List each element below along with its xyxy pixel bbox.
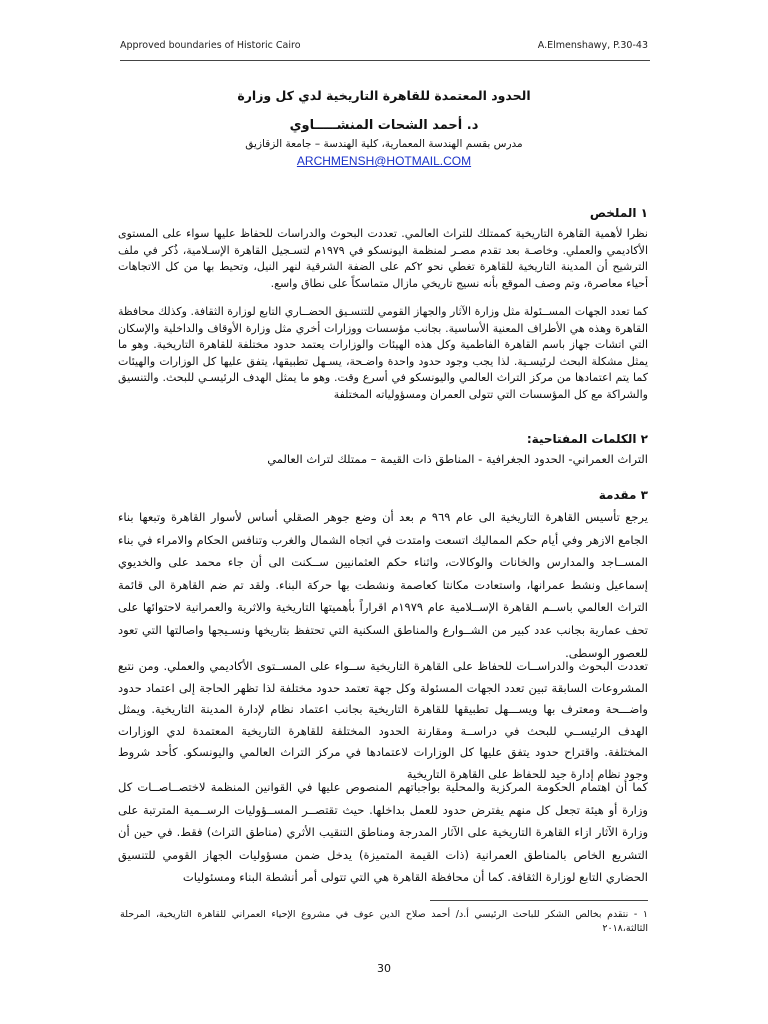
introduction-paragraph-2: تعددت البحوث والدراســات للحفاظ على القاهرة التاريخية ســواء على المســتوى الأكاديمي والعملي. ومن نتبع المشروعات السابقة تبين تعدد الجهات المسئولة وكل جهة تعتمد حدود مختلفة لذا تظهر الحاجة إلى اعتماد حدود واضـــحة ومعترف بها ويســـهل تطبيقها للقاهرة التاريخية بجانب اعتماد نظام لإدارة المدينة التاريخية. ويمثل الهدف الرئيســي للبحث في دراســة ومقارنة الحدود المختلفة للقاهرة التاريخية المعتمدة لدي الوزارات المختلفة. واقتراح حدود يتفق عليها كل الوزارات لاعتمادها في مركز التراث العالمي واليونسكو. كأحد شروط وجود نظام إدارة جيد للحفاظ على القاهرة التاريخية xyxy=(118,659,648,781)
footnote-divider xyxy=(430,900,648,901)
paper-title: الحدود المعتمدة للقاهرة التاريخية لدي كل وزارة xyxy=(237,88,531,103)
author-email-link[interactable]: ARCHMENSH@HOTMAIL.COM xyxy=(296,154,472,168)
running-header xyxy=(120,40,648,58)
abstract-paragraph-2: كما تعدد الجهات المســئولة مثل وزارة الآثار والجهاز القومي للتنسـيق الحضــاري التابع لوزارة الثقافة. وكذلك محافظة القاهرة وهذه هي الأطراف المعنية الأساسية. بجانب مؤسسات ووزارات أخري مثل وزارة الأوقاف والداخلية والإسكان التي اتشات جهاز باسم القاهرة الفاطمية وكل هذه الهيئات والوزارات يعتمد حدود مختلفة للقاهرة التاريخية. وهو ما يمثل مشكلة البحث لرئيسـية. لذا يجب وجود حدود واحدة واضـحة، يسـهل تطبيقها، يتفق عليها كل الوزارات والهيئات كما يتم اعتمادها من مركز التراث العالمي واليونسكو في أسرع وقت. وهو ما يمثل الهدف الرئيسـي للبحث. والتنسيق والشراكة مع كل المؤسسات التي تتولى العمران ومسؤولياته المختلفة xyxy=(118,305,648,401)
keywords-heading: ٢ الكلمات المفتاحية: xyxy=(526,432,648,446)
introduction-paragraph-3: كما أن اهتمام الحكومة المركزية والمحلية بواجباتهم المنصوص عليها في القوانين المنظمة لاختصــاصــات كل وزارة أو هيئة تجعل كل منهم يفترض حدود للعمل بداخلها. حيث تقتصــر المســؤوليات الرســمية المترتبة على وزارة الآثار ازاء القاهرة التاريخية على الآثار المدرجة ومناطق التنقيب الأثري (مناطق التراث) فقط. في حين أن التشريع الخاص بالمناطق العمرانية (ذات القيمة المتميزة) يدخل ضمن مسؤوليات الجهاز القومي للتنسيق الحضاري التابع لوزارة الثقافة. كما أن محافظة القاهرة هي التي تتولى أمر أنشطة البناء ومسئوليات xyxy=(118,780,648,885)
abstract-heading: ١ الملخص xyxy=(589,206,648,220)
header-right: A.Elmenshawy, P.30-43 xyxy=(537,40,648,51)
header-divider xyxy=(120,60,650,61)
header-left: Approved boundaries of Historic Cairo xyxy=(120,40,301,51)
footnote: ١ - نتقدم بخالص الشكر للباحث الرئيسي أ.د/ أحمد صلاح الدين عوف في مشروع الإحياء العمراني للقاهرة التاريخية، المرحلة الثالثة،٢٠١٨ xyxy=(120,909,648,934)
author-affiliation: مدرس بقسم الهندسة المعمارية، كلية الهندسة – جامعة الزقازيق xyxy=(245,138,523,150)
introduction-paragraph-1: يرجع تأسيس القاهرة التاريخية الى عام ٩٦٩ م بعد أن وضع جوهر الصقلي أساس لأسوار القاهرة وتبعها بناء الجامع الازهر وفي أيام حكم المماليك اتسعت وامتدت في اتجاه الشمال والغرب وتنافس الحكام والامراء في بناء المســاجد والمدارس والخانات والوكالات، واثناء حكم العثمانيين ســكنت الى أن جاء محمد على والخديوي إسماعيل ونشط عمرانها، واستعادت مكانتا كعاصمة ونشطت بها حركة البناء. ولقد تم ضم القاهرة الى قائمة التراث العالمي باســم القاهرة الإســلامية عام ١٩٧٩م اقراراً بأهميتها التاريخية والاثرية والعمرانية لاحتوائها على تحف عمارية بجانب عدد كبير من الشــوارع والمناطق السكنية التي تحتفظ بتاريخها ونسـيجها واصالتها التي تعود للعصور الوسطى. xyxy=(118,510,649,660)
page-number: 30 xyxy=(377,962,391,975)
abstract-paragraph-1: نظرا لأهمية القاهرة التاريخية كممتلك للتراث العالمي. تعددت البحوث والدراسات للحفاظ عليها سواء على المستوى الأكاديمي والعملي. وخاصـة بعد تقدم مصـر لمنظمة اليونسكو في ١٩٧٩م لتسـجيل القاهرة الإسـلامية، ذُكر في ملف الترشيح أن المدينة التاريخية للقاهرة تغطي نحو ٢كم على الضفة الشرقية لنهر النيل، وتحيط بها من كل الاتجاهات أحياء معاصرة، وتم وصف الموقع بأنه نسيج تاريخي مازال متماسكاً على نطاق واسع. xyxy=(118,227,648,290)
paper-author: د. أحمد الشحات المنشـــــاوي xyxy=(289,118,479,133)
keywords-text: التراث العمراني- الحدود الجغرافية - المناطق ذات القيمة – ممتلك لتراث العالمي xyxy=(267,452,648,466)
introduction-heading: ٣ مقدمة xyxy=(598,488,648,502)
